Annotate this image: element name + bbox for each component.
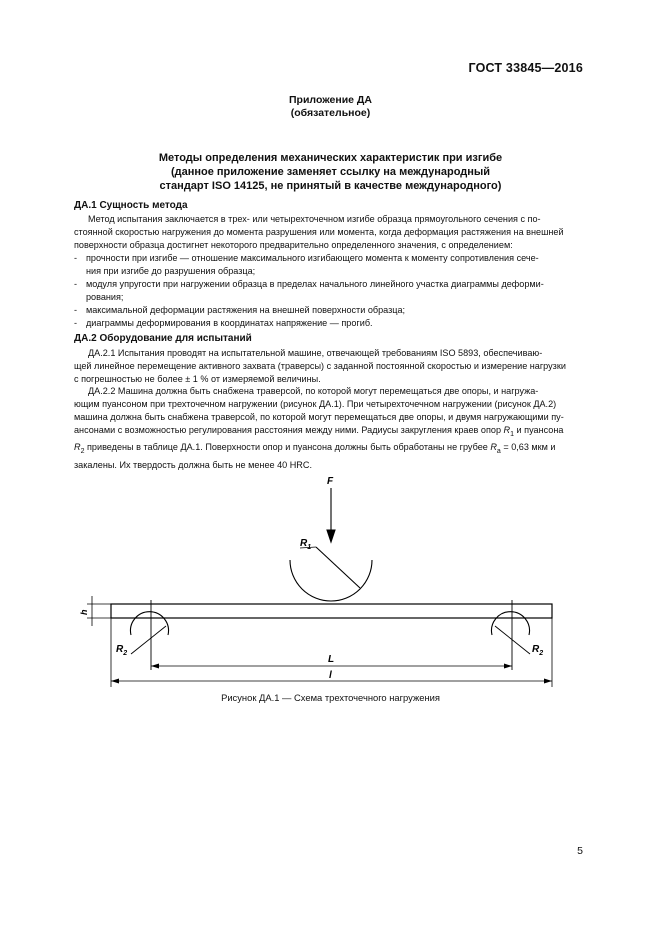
punch-radius-line <box>316 547 360 588</box>
list-item-text: модуля упругости при нагружении образца в пределах начального линейного участка диаграммы деформи- <box>86 279 544 289</box>
right-support-radius-label: $R_2$ <box>532 644 544 657</box>
document-title <box>0 151 661 193</box>
para-line: $R_2$ приведены в таблице ДА.1. Поверхности опор и пуансона должны быть обработаны не грубее $R_a = 0,63$ мкм и <box>74 442 556 456</box>
figure-caption: Рисунок ДА.1 — Схема трехточечного нагружения <box>221 692 440 703</box>
annex-status: (обязательное) <box>290 107 371 119</box>
length-label: l <box>329 670 332 681</box>
para-line: стоянной скоростью нагружения до момента разрушения или момента, когда деформация растяжения на внешней <box>74 226 564 237</box>
para-line: ансонами с возможностью регулирования расстояния между ними. Радиусы закругления краев опор $R_1$ и пуансона <box>74 424 564 438</box>
left-support-arc <box>130 612 168 635</box>
para-line: машина должна быть снабжена траверсой, по которой могут перемещаться две опоры, и двумя нагружающими пу- <box>74 411 564 422</box>
list-item: - максимальной деформации растяжения на внешней поверхности образца; <box>74 305 406 315</box>
left-support-radius-label: $R_2$ <box>116 644 128 657</box>
para-line: щей линейное перемещение активного захвата (траверсы) с заданной постоянной скоростью и измерение нагрузки <box>74 360 566 371</box>
annex-heading <box>0 94 661 120</box>
title-line-1: Методы определения механических характеристик при изгибе <box>158 152 503 164</box>
section-2-heading: ДА.2 Оборудование для испытаний <box>74 333 252 344</box>
three-point-bending-diagram <box>0 470 661 690</box>
length-arrow-left <box>111 679 119 684</box>
para-line: поверхности образца достигнет некоторого предварительно определенного значения, с определением: <box>74 239 513 250</box>
list-item-text: максимальной деформации растяжения на внешней поверхности образца; <box>86 305 406 315</box>
para-line: закалены. Их твердость должна быть не менее 40 HRC. <box>74 460 312 471</box>
list-item: - диаграммы деформирования в координатах напряжение — прогиб. <box>74 318 373 328</box>
list-item-text: ния при изгибе до разрушения образца; <box>86 265 256 276</box>
list-item: - прочности при изгибе — отношение максимального изгибающего момента к моменту сопротивления сече- ния при изгибе до разрушения образца; <box>74 252 584 278</box>
list-item-text: рования; <box>86 291 124 302</box>
section-1-heading: ДА.1 Сущность метода <box>74 200 188 211</box>
para-line: ющим пуансоном при трехточечном нагружении (рисунок ДА.1). При четырехточечном нагружении (рисунок ДА.2) <box>74 398 557 409</box>
section-2-paragraph-1 <box>74 347 584 386</box>
span-arrow-right <box>504 664 512 669</box>
para-line: ДА.2.1 Испытания проводят на испытательной машине, отвечающей требованиям ISO 5893, обеспечиваю- <box>88 348 543 358</box>
annex-title: Приложение ДА <box>289 94 372 106</box>
thickness-label: h <box>79 609 89 615</box>
page-number: 5 <box>577 845 583 857</box>
list-item-text: прочности при изгибе — отношение максимального изгибающего момента к моменту сопротивления сече- <box>86 253 539 263</box>
load-label: F <box>327 476 334 487</box>
para-line: ДА.2.2 Машина должна быть снабжена траверсой, по которой могут перемещаться две опоры, и нагружа- <box>88 386 539 396</box>
list-item: - модуля упругости при нагружении образца в пределах начального линейного участка диаграммы деформи- рования; <box>74 278 584 304</box>
span-label: L <box>328 654 335 665</box>
section-2-paragraph-2 <box>74 385 584 472</box>
punch-radius-label: $R_1$ <box>300 538 312 551</box>
list-item-text: диаграммы деформирования в координатах напряжение — прогиб. <box>86 318 373 328</box>
right-support-radius <box>495 626 530 654</box>
para-line: Метод испытания заключается в трех- или четырехточечном изгибе образца прямоугольного сечения с по- <box>88 214 541 224</box>
standard-code: ГОСТ 33845—2016 <box>468 61 583 75</box>
specimen-bar <box>111 604 552 618</box>
title-line-2: (данное приложение заменяет ссылку на международный <box>170 166 491 178</box>
punch-arc <box>290 560 372 601</box>
title-line-3: стандарт ISO 14125, не принятый в качестве международного) <box>159 180 502 192</box>
length-arrow-right <box>544 679 552 684</box>
left-support-radius <box>131 626 166 654</box>
right-support-arc <box>491 612 529 635</box>
span-arrow-left <box>151 664 159 669</box>
para-line: с погрешностью не более ± 1 % от измеряемой величины. <box>74 373 321 384</box>
section-1-paragraph <box>74 213 584 252</box>
load-arrow-head <box>327 530 335 542</box>
